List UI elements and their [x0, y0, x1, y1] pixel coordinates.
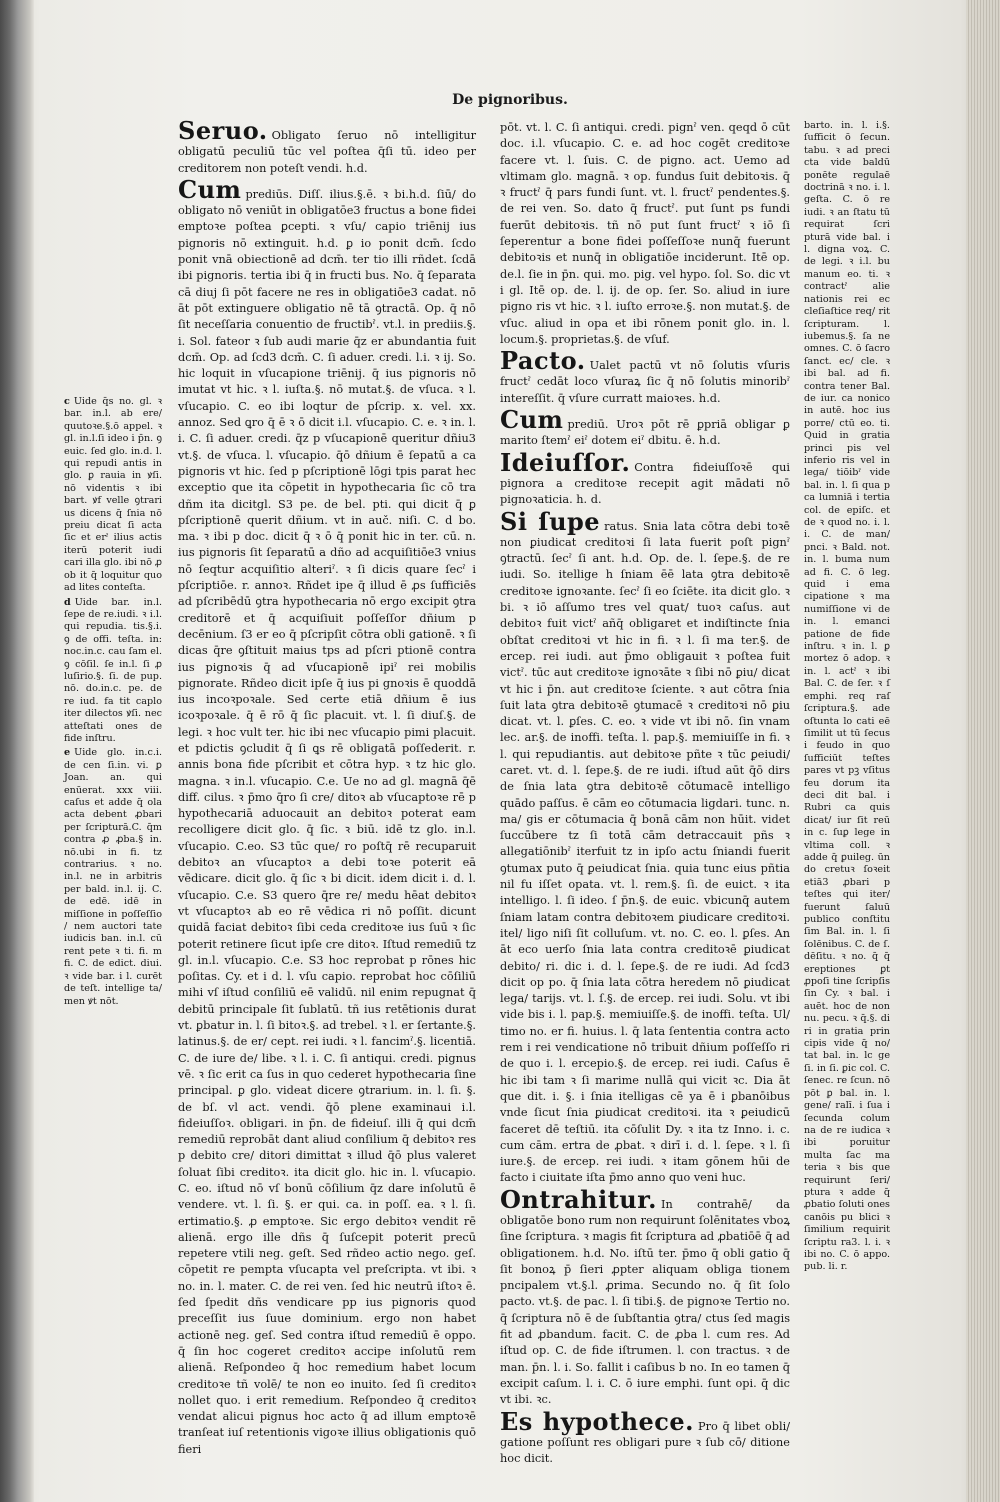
section-res-hypothecae: Es hypothece. Pro q̄ libet obli/ gatione poſſunt res obligari pure ꝛ ſub cō/ ditione hoc dicit.	[500, 1406, 790, 1466]
section-heading: Pacto.	[500, 346, 586, 376]
section-heading: Ontrahitur.	[500, 1184, 658, 1214]
book-binding	[0, 0, 34, 1502]
section-pacto: Pacto. Ualet pactū vt nō ſolutis vſuris fructˀ cedāt loco vſuraꝝ ſic q̄ nō ſolutis minoribˀ intereſſit. q̄ vſure curratt maioꝛes. h.d.	[500, 346, 790, 405]
section-heading: Seruo.	[178, 116, 268, 145]
section-heading: Cum	[500, 405, 564, 435]
gloss-note-c: c Uide q̄s no. gl. ꝛ bar. in.l. ab ere/ quutoꝛe.§.ō appel. ꝛ gl. in.l.ſi ideo i p̄n. ꝯ euic. ſed glo. in.d. l. qui repudi antis in glo. ꝑ rauia in ꝟſi. nō videntis ꝛ ibi bart. ꝟf velle ꝯtrari us dicens q̄ ſnia nō preiu dicat ſi acta ſic et erˀ ilius actis iterū poterit iudi cari illa glo. ibi nō ꝓ ob it q̄ loquitur quo ad lites conteſta.	[64, 396, 162, 594]
page-edges	[966, 0, 1000, 1502]
section-seruo: Seruo. Obligato ſeruo nō intelligitur obligatū peculiū tūc vel poſtea q̄ſi tū. ideo per creditorem non poteſt vendi. h.d.	[178, 116, 476, 175]
gloss-note-d: d Uide bar. in.l. ſepe de re.iudi. ꝛ i.l. qui repudia. tis.§.i. ꝯ de offi. teſta. in: noc.in.c. cau ſam el. ꝯ cōſil. ſe in.l. ſi ꝓ luſirio.§. ſi. de pup. nō. do.in.c. pe. de re iud. fa tit caplo iter dilectos ꝟſi. nec atteſtati ones de fide inſtru.	[64, 596, 162, 744]
section-contrahitur: Ontrahitur. In contrahē/ da obligatōe bono rum non requirunt ſolēnitates vboꝝ ſine ſcriptura. ꝛ magis fit ſcriptura ad ꝓbatiōē q̄ ad obligationem. h.d. No. iſtū ter. p̄mo q̄ obli gatio q̄ ſit bonoꝝ p̄ ſieri ꝓpter aliquam obliga tionem pncipalem vt.§.l. ꝓrima. Secundo no. q̄ ſit ſolo pacto. vt.§. de pac. l. ſi tibi.§. de pignoꝛe Tertio no. q̄ ſcriptura nō ē de ſubſtantia ꝯtra/ ctus ſed magis fit ad ꝓbandum. facit. C. de ꝓba l. cum res. Ad iſtud op. C. de fide iſtrumen. l. con tractus. ꝛ de man. p̄n. l. i. So. fallit i caſibus b no. In eo tamen q̄ excipit caſum. l. i. C. ō iure emphi. ſunt opi. q̄ dic vt ibi. ꝛc.	[500, 1184, 790, 1407]
section-heading: Ideiuſſor.	[500, 447, 631, 477]
section-heading: Si ſupe	[500, 506, 601, 536]
left-marginal-gloss	[64, 396, 162, 1010]
section-fideiussor: Ideiuſſor. Contra fideiuſſoꝛē qui pignora a creditoꝛe recepit agit mādati nō pignoꝛaticia. h. d.	[500, 447, 790, 507]
section-cum-predium: Cum prediū. Uroꝛ pōt rē ꝑpriā obligar ꝑ marito ſtemˀ eiˀ dotem eiˀ dbitu. ē. h.d.	[500, 405, 790, 448]
section-continuation: pōt. vt. l. C. ſi antiqui. credi. pignˀ ven. qeqd ō cūt doc. i.l. vſucapio. C. e. ad hoc cogēt creditoꝛe facere vt. l. ſuis. C. de pigno. act. Uemo ad vltimam glo. magnā. ꝛ op. fundus ſuit debitoꝛis. q̄ ꝛ fructˀ q̄ pars fundi ſunt. vt. l. fructˀ pendentes.§. de rei ven. So. dato q̄ fructˀ. put ſunt ps fundi fuerūt debitoꝛis. tñ nō put ſunt fructˀ ꝛ iō ſi ſeperentur a bone fidei poſſeſſoꝛe nunq̄ fuerunt debitoꝛis et nunq̄ in obligatiōe inciderunt. Itē op. de.l. ſie in p̄n. qui. mo. pig. vel hypo. ſol. So. dic vt i gl. Itē op. de. l. ij. de op. ſer. So. aliud in iure pigno ris vt hic. ꝛ l. iuſto erroꝛe.§. non mutat.§. de vſuc. aliud in opa et ibi rōnem ponit glo. in. l. locum.§. proprietas.§. de vſuf.	[500, 121, 790, 346]
section-heading: Cum	[178, 174, 242, 204]
gloss-note-e: e Uide glo. in.c.i. de cen ſi.in. vi. ꝑ Joan. an. qui enūerat. xxx viii. caſus et adde q̄ ola acta debent ꝓbari per ſcripturā.C. q̄m contra ꝓ ꝓba.§ in. nō.ubi in fi. tz contrarius. ꝛ no. in.l. ne in arbitris per bald. in.l. ij. C. de edē. idē in miſſione in poſſeſſio / nem auctori tate iudicis ban. in.l. cū rent pete ꝛ ti. fi. m fi. C. de edict. diui. ꝛ vide bar. i l. curēt de teſt. intellige ta/ men ꝟt nōt.	[64, 747, 162, 1007]
running-head: De pignoribus.	[452, 92, 568, 108]
right-marginal-gloss: barto. in. l. i.§. ſufficit ō ſecun. tabu. ꝛ ad preci cta vide baldū ponēte regulaē doctrinā ꝛ no. i. l. geſta. C. ō re iudi. ꝛ an ſtatu tū requirat ſcri pturā vide bal. i l. digna voꝝ. C. de legi. ꝛ i.l. bu manum eo. ti. ꝛ contractˀ alie nationis rei ec cleſiaſtice req/ rit ſcripturam. l. iubemus.§. ſa ne omnes. C. ō ſacro ſanct. ec/ cle. ꝛ ibi bal. ad fi. contra tener Bal. de iur. ca nonico in autē. hoc ius porre/ ctū eo. ti. Quid in gratia princi pis vel inferio ris vel in lega/ tiōibˀ vide bal. in. l. ſi qua p ca lumniā i tertia col. de epiſc. et de ꝛ quod no. i. l. i. C. de man/ pnci. ꝛ Bald. not. in. l. buma num ad fi. C. ō leg. quid i ema cipatione ꝛ ma numiſſione vi de in. l. emanci patione de fide inſtru. ꝛ in. l. ꝑ mortez ō adop. ꝛ in. l. actˀ ꝛ ibi Bal. C. de ſer. ꝛ ſ emphi. req raſ ſcriptura.§. ade oſtunta lo cati eē ſimilit ut tū ſecus i feudo in quo ſufficiūt teſtes pares vt pꝫ vſitus feu dorum ita deci dit bal. i Rubri ca quis dicat/ iur ſit reū in c. ſuꝑ lege in vltima coll. ꝛ adde q̄ ꝑuileg. ūn do cretuꝛ ſoꝛeit etiā3 ꝓbari p teſtes qui iter/ fuerunt ſaluū publico conſtitu ſim Bal. in. l. ſi ſolēnibus. C. de ſ. dēſitu. ꝛ no. q̄ q̄ ereptiones ꝑt ꝓpoſi tine ſcripſis ſin Cy. ꝛ bal. i auēt. hoc de non nu. pecu. ꝛ q̄.§. di ri in gratia prin cipis vide q̄ no/ tat bal. in. lc ge ſi. in ſi. ꝑic col. C. ſenec. re ſcun. nō pōt ꝑ bal. in. l. gene/ ralī. i ſua i ſecunda colum na de re iudica ꝛ ibi poruitur multa ſac ma teria ꝛ bis que requirunt ſeri/ ptura ꝛ adde q̄ ꝓbatio ſoluti ones canōis pu blici ꝛ ſimilium requirit ſcriptu ra3. l. i. ꝛ ibi no. C. ō appo. pub. li. r.	[804, 120, 890, 1273]
main-text-right-column	[500, 120, 790, 1469]
section-heading: Es hypothece.	[500, 1406, 695, 1436]
main-text-left-column	[178, 116, 476, 1460]
section-cum-prediis: Cum prediūs. Diſſ. ilius.§.ē. ꝛ bi.h.d. ſiū/ do obligato nō veniūt in obligatōe3 fructus a bone fidei emptoꝛe poſtea ꝑcepti. ꝛ vſu/ capio triēnij ius pignoris nō extinguit. h.d. ꝑ io ponit dcm̄. ſcdo ponit vnā obiectionē ad dcm̄. ter tio illi rñdet. ſcdā ibi pignoris. tertia ibi q̄ in fructi bus. No. q̄ ſeparata cā diuj ſi pōt facere ne res in obligatiōe3 cadat. nō āt pōt extinguere obligatio nē tā ꝯtractā. Op. q̄ nō ſit neceſſaria conuentio de fructibˀ. vt.l. in prediis.§. i. Sol. fateor ꝛ ſub audi marie q̄z er abundantia fuit dcm̄. Op. ad ſcd3 dcm̄. C. ſi aduer. credi. l.i. ꝛ ij. So. hic loquit in vſucapione triēnij. q̄ ius pignoris nō imutat vt hic. ꝛ l. iuſta.§. nō mutat.§. de vſuca. ꝛ l. vſucapio. C. eo ibi loqtur de pſcrip. x. vel. xx. annoz. Sed ꝗro q̄ ē ꝛ ō dicit i.l. vſucapio. C. e. ꝛ in. l. i. C. ſi aduer. credi. q̄z p vſucapionē queritur dñiu3 vt.§. de vſuca. l. vſucapio. q̄ō dñium ē ſepatū a ca pignoris vt hic. ſed p pſcriptionē lōgi tpis parat hec exceptio que ita cōpetit in hypothecaria ſic cō tra dñm ita dicitgl. S3 pe. de bel. pti. qui dicit q̄ ꝑ pſcriptionē querit dñium. vt in auč. niſi. C. d bo. ma. ꝛ ibi p doc. dicit q̄ ꝛ ō q̄ ponit hic in ter. cū. n. ius pignoris ſit ſeparatū a dño ad acquiſitiōe3 vnius nō ſeqtur acquiſitio alteriˀ. ꝛ ſi dicis quare ſecˀ i pſcriptiōe. r. annoꝛ. Rñdet ipe q̄ illud ē ꝓs ſufficiēs ad pſcribēdū ꝯtra hypothecaria nō ergo excipit ꝯtra creditorē et q̄ acquiſiuit poſſeſſor dñium p decēnium. ſ3 er eo q̄ pſcripſit cōtra obli gationē. ꝛ ſi dicas q̄re ꝯſtituit maius tps ad pſcri ptionē contra ius pignoꝛis q̄ ad vſucapionē ipiˀ rei mobilis pignorate. Rñdeo dicit ipſe q̄ ius pi gnoꝛis ē quoddā ius incoꝛpoꝛale. Sed certe etiā dñium ē ius icoꝛpoꝛale. q̄ ē rō q̄ ſic placuit. vt. l. ſi diuſ.§. de legi. ꝛ hoc vult ter. hic ibi nec vſucapio pimi placuit. et pdictis ꝯcludit q̄ ſi ꝗs rē obligatā poſſederit. r. annis bona fide pſcribit et cōtra hyp. ꝛ tz hic glo. magna. ꝛ in.l. vſucapio. C.e. Ue no ad gl. magnā q̄ē diff. cilus. ꝛ p̄mo q̄ro ſi cre/ ditoꝛ ab vſucaptoꝛe rē p hypothecariā aduocauit an debitoꝛ poterat eam recolligere dicit glo. q̄ ſic. ꝛ biū. idē tz glo. in.l. vſucapio. C.eo. S3 tūc que/ ro poſtq̄ rē recuparuit debitoꝛ an vſucaptoꝛ a debi toꝛe poterit eā vēdicare. dicit glo. q̄ ſic ꝛ bi dicit. idem dicit i. d. l. vſucapio. C.e. S3 quero q̄re re/ medu hēat debitoꝛ vt vſucaptoꝛ ab eo rē vēdica ri nō poſſit. dicunt quidā faciat debitoꝛ ſibi ceda creditoꝛe ius ſuū ꝛ ſic poterit retinere ſicut ipſe cre ditoꝛ. Iſtud remediū tz gl. in.l. vſucapio. C.e. S3 hoc reprobat p rōnes hic poſitas. Cy. et i d. l. vſu capio. reprobat hoc cōſiliū mihi vſ iſtud conſiliū eē validū. nil enim repugnat q̄ debitū principale ſit ſublatū. tñ ius retētionis durat vt. ꝑbatur in. l. ſi bitoꝛ.§. ad trebel. ꝛ l. er ſertante.§. latinus.§. de er/ cept. rei iudi. ꝛ l. fancimˀ.§. licentiā. C. de iure de/ libe. ꝛ l. i. C. ſi antiqui. credi. pignus vē. ꝛ ſic erit ca ſus in quo cederet hypothecaria ſine principal. ꝑ glo. videat dicere ꝯtrarium. in. l. ſi. §. de bſ. vl act. vendi. q̄ō plene examinaui i.l. fideiuſſoꝛ. obligari. in p̄n. de fideiuſ. illi q̄ qui dcm̄ remediū reprobāt dant aliud conſilium q̄ debitoꝛ res p debito cre/ ditori dimittat ꝛ illud q̄ō plus valeret ſoluat ſibi creditoꝛ. ita dicit glo. hic in. l. vſucapio. C. eo. iſtud nō vſ bonū cōſilium q̄z dare inſolutū ē vendere. vt. l. ſi. §. er qui. ca. in poſſ. ea. ꝛ l. ſi. ertimatio.§. ꝓ emptoꝛe. Sic ergo debitoꝛ vendit rē alienā. ergo ille dñs q̄ ſuſcepit poterit precū repetere vtili neg. geſt. Sed rñdeo actio nego. geſ. cōpetit re pempta vſucapta vel preſcripta. vt ibi. ꝛ no. in. l. mater. C. de rei ven. ſed hic neutrū iſtoꝛ ē. ſed ſpedit dñs vendicare pp ius pignoris quod preceſſit ius ſuue dominium. ergo non habet actionē neg. geſ. Sed contra iſtud remediū ē oppo. q̄ ſin hoc cogeret creditoꝛ accipe inſolutū rem alienā. Reſpondeo q̄ hoc remedium habet locum creditoꝛe tñ volē/ te non eo inuito. ſed ſi creditoꝛ nollet quo. i erit remedium. Reſpondeo q̄ creditoꝛ vendat alicui pignus hoc acto q̄ ad illum emptoꝛē tranſeat iuſ retentionis vigoꝛe illius obligationis quō fieri	[178, 174, 476, 1456]
section-si-superatus: Si ſupe ratus. Snia lata cōtra debi toꝛē non ꝑiudicat creditoꝛi ſi lata fuerit poſt pignˀ ꝯtractū. ſecˀ ſi ant. h.d. Op. de. l. ſepe.§. de re iudi. So. itellige h ſniam ēē lata ꝯtra debitoꝛē creditoꝛe ignoꝛante. ſecˀ ſi eo ſciēte. ita dicit glo. ꝛ bi. ꝛ iō aſſumo tres vel quat/ tuoꝛ caſus. aut debitoꝛ fuit victˀ añq̄ obligaret et indiſtincte ſnia obſtat creditoꝛi vt hic in fi. ꝛ l. ſi ma ter.§. de ercep. rei iudi. aut p̄mo obligauit ꝛ poſtea fuit victˀ. tūc aut creditoꝛe ignoꝛāte ꝛ ſibi nō ꝑiu/ dicat vt hic i p̄n. aut creditoꝛe ſciente. ꝛ aut cōtra ſnia ſuit lata ꝯtra debitoꝛē ꝯtumacē ꝛ creditoꝛi nō ꝑiu dicat. vt. l. ꝑſes. C. eo. ꝛ vide vt ibi nō. ſin vnam lec. ar.§. de inoffi. teſta. l. pap.§. memiuiſſe in fi. ꝛ l. qui repudiantis. aut debitoꝛe pñte ꝛ tūc ꝑeiudi/ caret. vt. d. l. ſepe.§. de re iudi. iſtud aūt q̄ō dirs de ſnia lata ꝯtra debitoꝛē cōtumacē intelligo quādo paſſus. ē cām eo cōtumacia ligdari. tunc. n. ma/ gis er cōtumacia q̄ bonā cām non hūit. videt ſuccūbere tz ſi totā cām detraccauit pñs ꝛ allegatiōnibˀ iterfuit tz in ipſo actu ſniandi fuerit ꝯtumax puto q̄ ꝑeiudicat ſnia. quia tunc eius pñtia nil fu iſſet opata. vt. l. rem.§. ſi. de euict. ꝛ ita intelligo. l. ſi ideo. ſ p̄n.§. de euic. vbicunq̄ autem ſniam latam contra debitoꝛem ꝑiudicare creditoꝛi. itel/ ligo niſi ſit colluſum. vt. no. C. eo. l. ꝑſes. An āt eco uerſo ſnia lata contra creditoꝛē ꝑiudicat debito/ ri. dic i. d. l. ſepe.§. de re iudi. Ad ſcd3 dicit op po. q̄ ſnia lata cōtra heredem nō ꝑiudicat lega/ tarijs. vt. l. ſ.§. de ercep. rei iudi. Solu. vt ibi vide bis i. l. pap.§. memiuiſſe.§. de inoffi. teſta. Ul/ timo no. er fi. huius. l. q̄ lata ſententia contra acto rem i rei vendicatione nō tribuit dñium poſſeſſo ri de quo i. l. ercepio.§. de ercep. rei iudi. Caſus ē hic ibi tam ꝛ ſi marime nullā qui vicit ꝛc. Dia āt que dit. i. §. i ſnia itelligas cē ya ē i ꝑbanōibus vnde ſicut ſnia ꝑiudicat creditoꝛi. ita ꝛ ꝑeiudicū faceret dē teſtiū. ita cōſulit Dy. ꝛ ita tz Inno. i. c. cum cām. ertra de ꝓbat. ꝛ dirī i. d. l. ſepe. ꝛ l. ſi iure.§. de ercep. rei iudi. ꝛ itam gōnem hūi de facto i ciuitate iſta p̄mo anno quo veni huc.	[500, 506, 790, 1185]
